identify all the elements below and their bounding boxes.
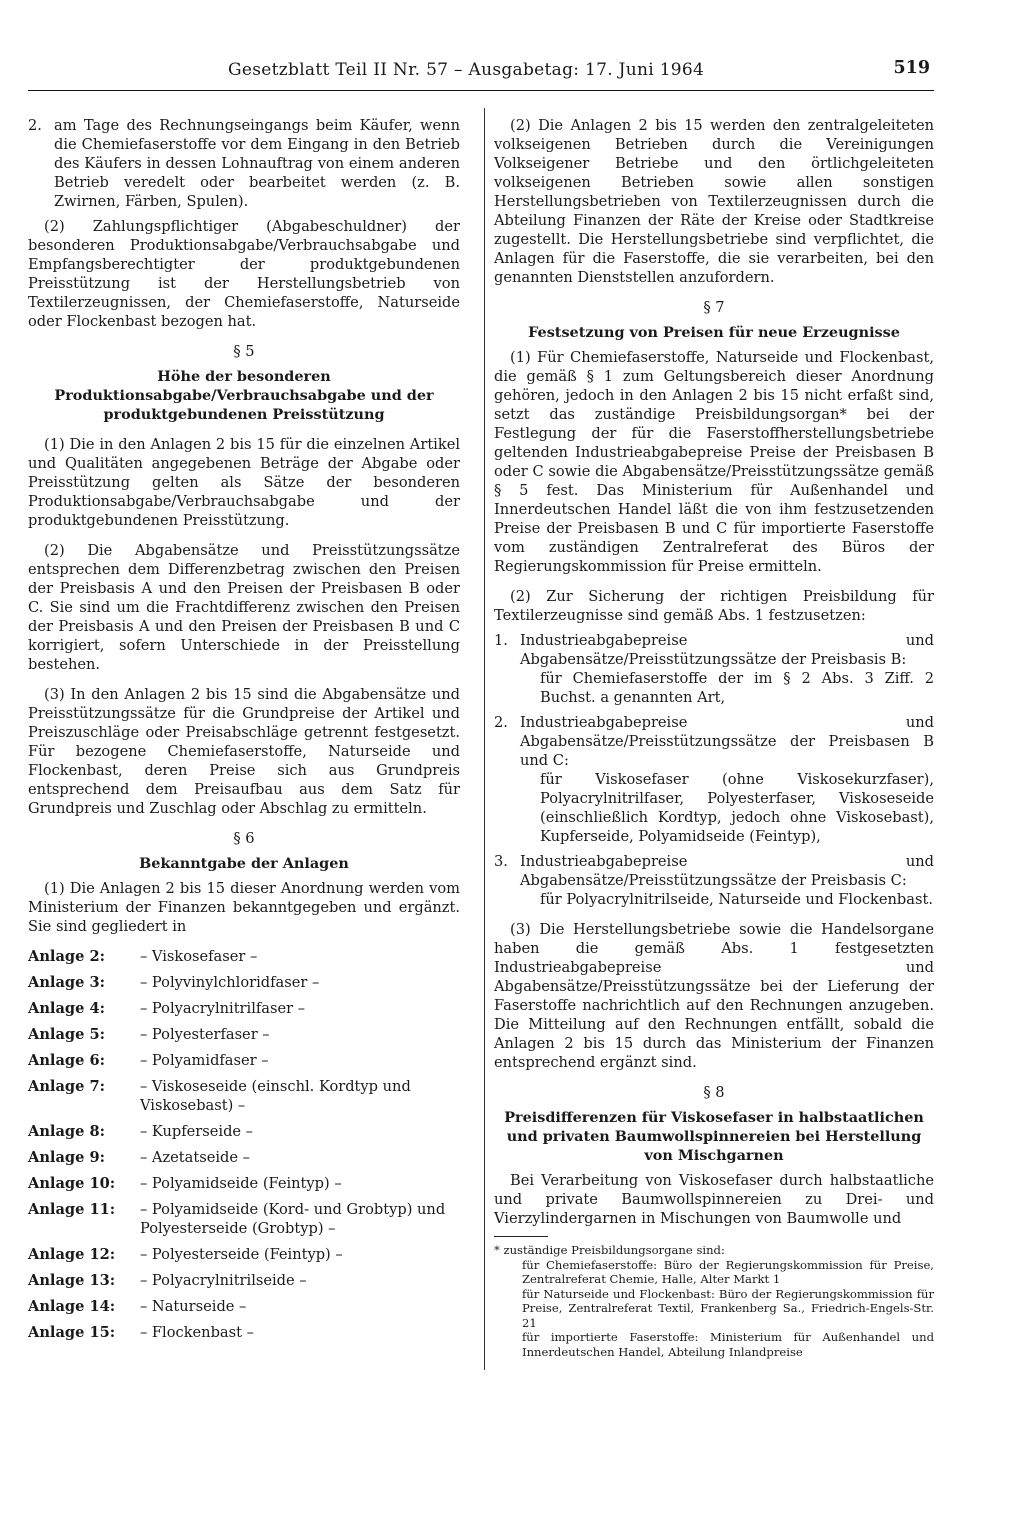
header-rule xyxy=(28,90,934,91)
list-item-number: 1. xyxy=(494,632,508,649)
anlage-item xyxy=(28,1297,460,1316)
paragraph-s5-3: (3) In den Anlagen 2 bis 15 sind die Abgabensätze und Preisstützungssätze für die Grundpreise der Artikel und Preiszuschläge oder Preisabschläge getrennt festgesetzt. Für bezogene Chemiefaserstoffe, Naturseide und Flockenbast, deren Preise sich aus Grundpreis entsprechend dem Preisaufbau aus dem Satz für Grundpreis und Zuschlag oder Abschlag zu ermitteln. xyxy=(28,686,460,817)
anlage-item xyxy=(28,947,460,966)
section-heading-6: Bekanntgabe der Anlagen xyxy=(139,855,349,872)
price-list-item xyxy=(494,852,934,909)
anlage-label: Anlage 10: xyxy=(28,1175,116,1192)
paragraph-s4-2: (2) Zahlungspflichtiger (Abgabeschuldner) der besonderen Produktionsabgabe/Verbrauchsabgabe und Empfangsberechtigter der produktgebundenen Preisstützung ist der Herstellungsbetrieb von Textilerzeugnissen, der Chemiefaserstoffe, Naturseide oder Flockenbast bezogen hat. xyxy=(28,218,460,330)
list-item-number: 2. xyxy=(28,117,42,134)
list-item-detail: für Polyacrylnitrilseide, Naturseide und Flockenbast. xyxy=(540,891,933,908)
price-list-item xyxy=(494,631,934,707)
list-item-text: Industrieabgabepreise und Abgabensätze/Preisstützungssätze der Preisbasis B: xyxy=(520,632,934,668)
anlage-item xyxy=(28,1077,460,1115)
header-title: Gesetzblatt Teil II Nr. 57 – Ausgabetag: 17. Juni 1964 xyxy=(228,60,705,80)
list-item-text: am Tage des Rechnungseingangs beim Käufer, wenn die Chemiefaserstoffe vor dem Eingang in den Betrieb des Käufers in dessen Lohnauftrag von einem anderen Betrieb veredelt oder bearbeitet werden (z. B. Zwirnen, Färben, Spulen). xyxy=(54,117,460,210)
anlage-item xyxy=(28,1174,460,1193)
section-heading-7: Festsetzung von Preisen für neue Erzeugnisse xyxy=(528,324,900,341)
anlage-text: – Polyamidseide (Feintyp) – xyxy=(140,1175,342,1192)
anlage-item xyxy=(28,1200,460,1238)
paragraph-s5-1: (1) Die in den Anlagen 2 bis 15 für die einzelnen Artikel und Qualitäten angegebenen Beträge der Abgabe oder Preisstützung gelten als Sätze der besonderen Produktionsabgabe/Verbrauchsabgabe und der produktgebundenen Preisstützung. xyxy=(28,436,460,529)
anlage-item xyxy=(28,1271,460,1290)
section-sign-7: § 7 xyxy=(703,299,725,316)
list-item-2 xyxy=(28,116,460,211)
paragraph-s7-2: (2) Zur Sicherung der richtigen Preisbildung für Textilerzeugnisse sind gemäß Abs. 1 festzusetzen: xyxy=(494,588,934,624)
anlage-item xyxy=(28,1323,460,1342)
anlage-label: Anlage 13: xyxy=(28,1272,116,1289)
anlage-text: – Polyamidseide (Kord- und Grobtyp) und Polyesterseide (Grobtyp) – xyxy=(140,1201,446,1237)
list-item-detail: für Chemiefaserstoffe der im § 2 Abs. 3 Ziff. 2 Buchst. a genannten Art, xyxy=(540,670,934,706)
footnote-entry: für Naturseide und Flockenbast: Büro der Regierungskommission für Preise, Zentralreferat Textil, Frankenberg Sa., Friedrich-Engels-Str. 21 xyxy=(522,1286,934,1330)
anlage-text: – Naturseide – xyxy=(140,1298,247,1315)
left-column xyxy=(28,116,460,1342)
list-item-number: 2. xyxy=(494,714,508,731)
anlage-text: – Viskoseseide (einschl. Kordtyp und Viskosebast) – xyxy=(140,1078,411,1114)
section-sign-5: § 5 xyxy=(233,343,255,360)
paragraph-s5-2: (2) Die Abgabensätze und Preisstützungssätze entsprechen dem Differenzbetrag zwischen den Preisen der Preisbasis A und den Preisen der Preisbasen B oder C. Sie sind um die Frachtdifferenz zwischen den Preisen der Preisbasis A und den Preisen der Preisbasen B und C korrigiert, sofern Unterschiede in der Preisstellung bestehen. xyxy=(28,542,460,673)
anlage-label: Anlage 15: xyxy=(28,1324,116,1341)
anlage-label: Anlage 3: xyxy=(28,974,106,991)
paragraph-s8-1: Bei Verarbeitung von Viskosefaser durch halbstaatliche und private Baumwollspinnereien zu Drei- und Vierzylindergarnen in Mischungen von Baumwolle und xyxy=(494,1172,934,1227)
list-item-number: 3. xyxy=(494,853,508,870)
section-heading-8: Preisdifferenzen für Viskosefaser in halbstaatlichen und privaten Baumwollspinnereien bei Herstellung von Mischgarnen xyxy=(504,1109,924,1164)
price-list-item xyxy=(494,713,934,846)
anlage-label: Anlage 7: xyxy=(28,1078,106,1095)
anlage-label: Anlage 8: xyxy=(28,1123,106,1140)
section-heading-5: Höhe der besonderen Produktionsabgabe/Verbrauchsabgabe und der produktgebundenen Preisstützung xyxy=(54,368,434,423)
anlage-text: – Kupferseide – xyxy=(140,1123,253,1140)
anlage-label: Anlage 12: xyxy=(28,1246,116,1263)
anlage-item xyxy=(28,1245,460,1264)
anlage-label: Anlage 5: xyxy=(28,1026,106,1043)
anlage-text: – Viskosefaser – xyxy=(140,948,258,965)
section-sign-6: § 6 xyxy=(233,830,255,847)
anlage-item xyxy=(28,1148,460,1167)
right-column xyxy=(494,116,934,1359)
anlagen-list xyxy=(28,947,460,1342)
paragraph-s6-2: (2) Die Anlagen 2 bis 15 werden den zentralgeleiteten volkseigenen Betrieben durch die Vereinigungen Volkseigener Betriebe und den örtlichgeleiteten volkseigenen Betrieben sowie allen sonstigen Herstellungsbetrieben von Textilerzeugnissen durch die Abteilung Finanzen der Räte der Kreise oder Stadtkreise zugestellt. Die Herstellungsbetriebe sind verpflichtet, die Anlagen für die Faserstoffe, die sie verarbeiten, bei den genannten Dienststellen anzufordern. xyxy=(494,117,934,286)
page-header xyxy=(28,58,932,86)
footnote-entry: für importierte Faserstoffe: Ministerium für Außenhandel und Innerdeutschen Handel, Abteilung Inlandpreise xyxy=(522,1330,934,1359)
list-item-detail: für Viskosefaser (ohne Viskosekurzfaser), Polyacrylnitrilfaser, Polyesterfaser, Viskoseseide (einschließlich Kordtyp, jedoch ohne Viskosebast), Kupferseide, Polyamidseide (Feintyp), xyxy=(540,771,934,845)
footnote-rule xyxy=(494,1236,548,1237)
anlage-item xyxy=(28,973,460,992)
anlage-label: Anlage 2: xyxy=(28,948,106,965)
anlage-text: – Polyesterfaser – xyxy=(140,1026,270,1043)
paragraph-s7-1: (1) Für Chemiefaserstoffe, Naturseide und Flockenbast, die gemäß § 1 zum Geltungsbereich dieser Anordnung gehören, jedoch in den Anlagen 2 bis 15 nicht erfaßt sind, setzt das zuständige Preisbildungsorgan* bei der Festlegung der für die Faserstoffherstellungsbetriebe geltenden Industrieabgabepreise Preise der Preisbasen B oder C sowie die Abgabensätze/Preisstützungssätze gemäß § 5 fest. Das Ministerium für Außenhandel und Innerdeutschen Handel läßt die von ihm festzusetzenden Preise der Preisbasen B und C für importierte Faserstoffe vom zuständigen Zentralreferat des Büros der Regierungskommission für Preise ermitteln. xyxy=(494,349,934,575)
anlage-item xyxy=(28,999,460,1018)
anlage-text: – Polyacrylnitrilseide – xyxy=(140,1272,307,1289)
anlage-label: Anlage 9: xyxy=(28,1149,106,1166)
page-number: 519 xyxy=(893,58,930,78)
anlage-text: – Polyvinylchloridfaser – xyxy=(140,974,320,991)
footnote-entry: für Chemiefaserstoffe: Büro der Regierungskommission für Preise, Zentralreferat Chemie, Halle, Alter Markt 1 xyxy=(522,1257,934,1286)
anlage-item xyxy=(28,1025,460,1044)
anlage-text: – Azetatseide – xyxy=(140,1149,250,1166)
anlage-label: Anlage 14: xyxy=(28,1298,116,1315)
anlage-text: – Polyacrylnitrilfaser – xyxy=(140,1000,306,1017)
anlage-item xyxy=(28,1122,460,1141)
anlage-text: – Polyesterseide (Feintyp) – xyxy=(140,1246,343,1263)
anlage-label: Anlage 6: xyxy=(28,1052,106,1069)
anlage-item xyxy=(28,1051,460,1070)
column-divider xyxy=(484,108,485,1370)
section-sign-8: § 8 xyxy=(703,1084,725,1101)
list-item-text: Industrieabgabepreise und Abgabensätze/Preisstützungssätze der Preisbasis C: xyxy=(520,853,934,889)
footnote-title: * zuständige Preisbildungsorgane sind: xyxy=(494,1243,725,1257)
list-item-text: Industrieabgabepreise und Abgabensätze/Preisstützungssätze der Preisbasen B und C: xyxy=(520,714,934,769)
anlage-text: – Polyamidfaser – xyxy=(140,1052,269,1069)
anlage-label: Anlage 11: xyxy=(28,1201,116,1218)
paragraph-s6-1: (1) Die Anlagen 2 bis 15 dieser Anordnung werden vom Ministerium der Finanzen bekanntgegeben und ergänzt. Sie sind gegliedert in xyxy=(28,880,460,935)
paragraph-s7-3: (3) Die Herstellungsbetriebe sowie die Handelsorgane haben die gemäß Abs. 1 festgesetzten Industrieabgabepreise und Abgabensätze/Preisstützungssätze bei der Lieferung der Faserstoffe nachrichtlich auf den Rechnungen anzugeben. Die Mitteilung auf den Rechnungen entfällt, sobald die Anlagen 2 bis 15 durch das Ministerium der Finanzen entsprechend ergänzt sind. xyxy=(494,921,934,1071)
anlage-text: – Flockenbast – xyxy=(140,1324,254,1341)
anlage-label: Anlage 4: xyxy=(28,1000,106,1017)
